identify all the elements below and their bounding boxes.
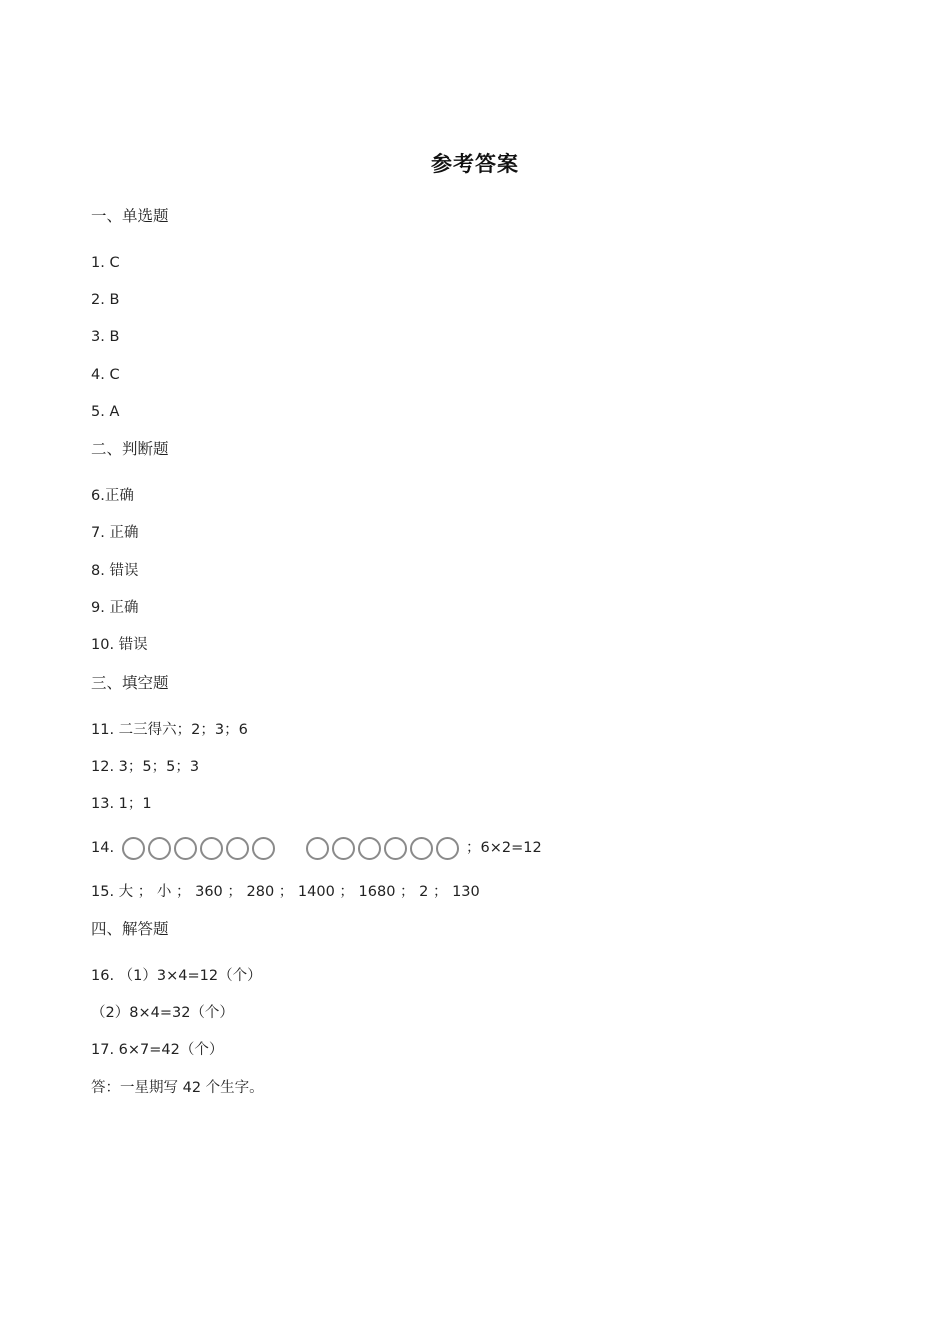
answer-6: 6.正确 xyxy=(91,488,134,504)
answer-8: 8. 错误 xyxy=(91,563,139,579)
circle-group-1-item xyxy=(174,837,197,860)
answer-15: 15. 大 ； 小 ； 360 ； 280 ； 1400 ； 1680 ； 2 ； 130 xyxy=(91,884,480,900)
answer-3: 3. B xyxy=(91,329,120,345)
answer-17: 17. 6×7=42（个） xyxy=(91,1042,224,1058)
answer-7: 7. 正确 xyxy=(91,525,139,541)
answer-4: 4. C xyxy=(91,367,120,383)
circle-group-2-item xyxy=(410,837,433,860)
circle-group-2-item xyxy=(332,837,355,860)
answer-9: 9. 正确 xyxy=(91,600,139,616)
circle-group-1-item xyxy=(226,837,249,860)
page-title: 参考答案 xyxy=(431,152,519,176)
section-heading-fill-blank: 三、填空题 xyxy=(91,674,169,692)
circle-group-1-item xyxy=(122,837,145,860)
answer-16-part-2: （2）8×4=32（个） xyxy=(91,1005,234,1021)
circle-group-1-item xyxy=(148,837,171,860)
answer-13: 13. 1；1 xyxy=(91,796,152,812)
answer-5: 5. A xyxy=(91,404,120,420)
answer-10: 10. 错误 xyxy=(91,637,148,653)
answer-14-label: 14. xyxy=(91,840,115,856)
circle-group-1-item xyxy=(200,837,223,860)
answer-16-part-1: 16. （1）3×4=12（个） xyxy=(91,968,262,984)
answer-11: 11. 二三得六；2；3；6 xyxy=(91,722,248,738)
circle-group-2-item xyxy=(358,837,381,860)
answer-17-conclusion: 答：一星期写 42 个生字。 xyxy=(91,1080,264,1096)
circle-group-2-item xyxy=(384,837,407,860)
section-heading-true-false: 二、判断题 xyxy=(91,440,169,458)
answer-12: 12. 3；5；5；3 xyxy=(91,759,200,775)
section-heading-problem-solving: 四、解答题 xyxy=(91,920,169,938)
answer-14-equation: ；6×2=12 xyxy=(466,840,542,856)
section-heading-single-choice: 一、单选题 xyxy=(91,207,169,225)
circle-group-2-item xyxy=(436,837,459,860)
circle-group-2-item xyxy=(306,837,329,860)
answer-1: 1. C xyxy=(91,255,120,271)
answer-2: 2. B xyxy=(91,292,120,308)
circle-group-1-item xyxy=(252,837,275,860)
